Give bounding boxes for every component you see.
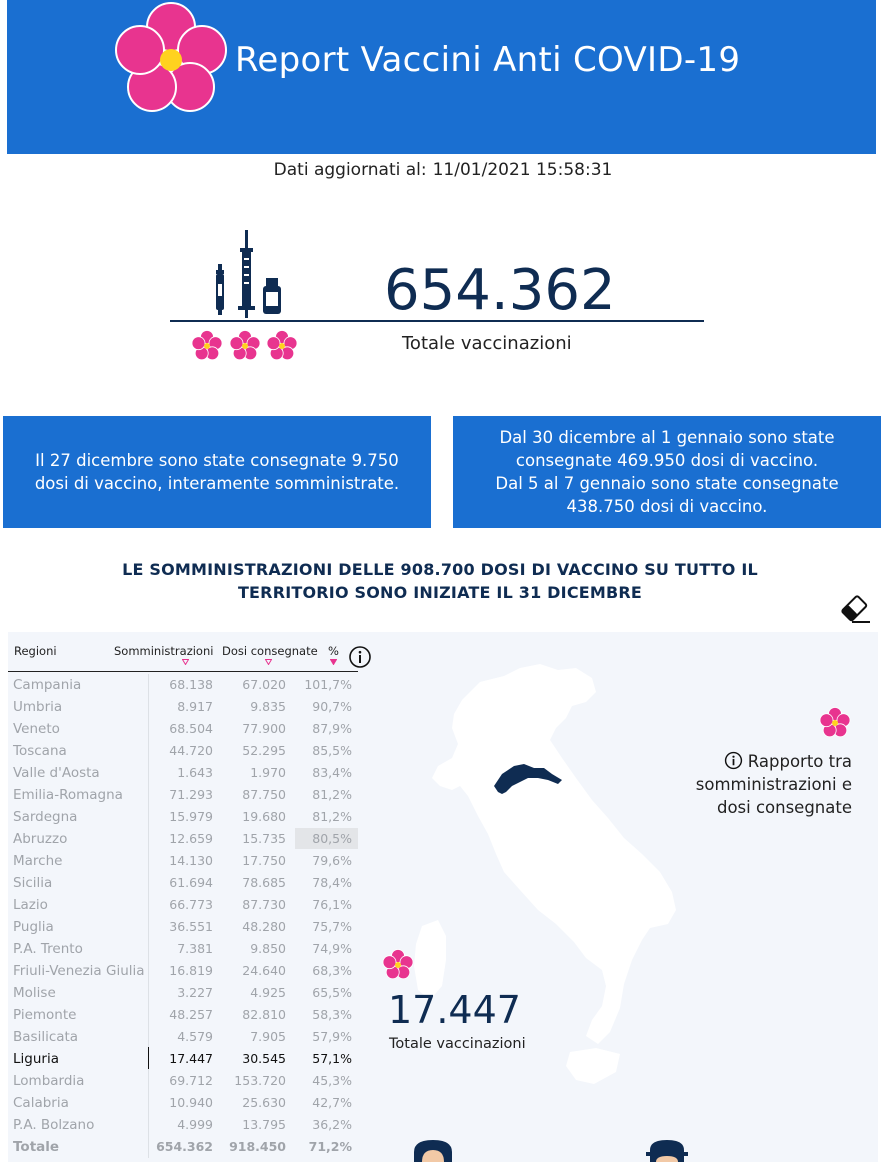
cell-administered: 71.293 (169, 787, 213, 802)
cell-region: Marche (13, 853, 63, 869)
table-row[interactable] (8, 828, 358, 850)
cell-delivered: 78.685 (242, 875, 286, 890)
cell-delivered: 67.020 (242, 677, 286, 692)
cell-percent: 75,7% (312, 919, 352, 934)
cell-region: Toscana (13, 743, 67, 759)
cell-delivered: 52.295 (242, 743, 286, 758)
cell-percent: 45,3% (312, 1073, 352, 1088)
info-box-january-delivery (453, 416, 881, 528)
cell-percent: 78,4% (312, 875, 352, 890)
table-row[interactable] (8, 1048, 358, 1070)
cell-administered: 8.917 (177, 699, 213, 714)
cell-percent: 85,5% (312, 743, 352, 758)
table-row[interactable] (8, 1026, 358, 1048)
table-row[interactable] (8, 850, 358, 872)
italy-map[interactable] (380, 640, 680, 1160)
page-title: Report Vaccini Anti COVID-19 (235, 40, 741, 80)
cell-region: Valle d'Aosta (13, 765, 100, 781)
cell-percent: 42,7% (312, 1095, 352, 1110)
cell-percent: 76,1% (312, 897, 352, 912)
info-icon[interactable] (724, 751, 743, 770)
cell-administered: 68.138 (169, 677, 213, 692)
cell-region: Piemonte (13, 1007, 77, 1023)
cell-administered: 14.130 (169, 853, 213, 868)
cell-administered: 654.362 (156, 1139, 213, 1154)
cell-delivered: 4.925 (250, 985, 286, 1000)
cell-delivered: 918.450 (229, 1139, 286, 1154)
table-row[interactable] (8, 784, 358, 806)
cell-percent: 87,9% (312, 721, 352, 736)
cell-delivered: 48.280 (242, 919, 286, 934)
total-vaccinations-number: 654.362 (384, 258, 616, 323)
region-table (8, 674, 358, 1158)
cell-administered: 61.694 (169, 875, 213, 890)
table-row[interactable] (8, 894, 358, 916)
header-banner (7, 0, 876, 154)
cell-delivered: 87.750 (242, 787, 286, 802)
table-total-row[interactable] (8, 1136, 358, 1158)
cell-region: Friuli-Venezia Giulia (13, 963, 145, 979)
cell-delivered: 1.970 (250, 765, 286, 780)
cell-administered: 17.447 (169, 1051, 213, 1066)
flower-icon (381, 948, 415, 982)
cell-administered: 3.227 (177, 985, 213, 1000)
cell-delivered: 13.795 (242, 1117, 286, 1132)
cell-region: Basilicata (13, 1029, 79, 1045)
cell-delivered: 153.720 (234, 1073, 286, 1088)
region-vaccinations-number: 17.447 (388, 988, 521, 1032)
column-header-delivered[interactable]: Dosi consegnate (222, 644, 318, 658)
cell-administered: 1.643 (177, 765, 213, 780)
table-row[interactable] (8, 740, 358, 762)
cell-region: Puglia (13, 919, 54, 935)
cell-region: Umbria (13, 699, 63, 715)
person-icon (640, 1138, 694, 1162)
cell-delivered: 77.900 (242, 721, 286, 736)
sort-arrow-icon[interactable] (182, 659, 189, 665)
cell-delivered: 9.850 (250, 941, 286, 956)
cell-delivered: 30.545 (242, 1051, 286, 1066)
last-updated-label: Dati aggiornati al: (273, 160, 427, 180)
cell-region: Calabria (13, 1095, 69, 1111)
last-updated-value: 11/01/2021 15:58:31 (432, 160, 613, 180)
cell-region: Campania (13, 677, 82, 693)
info-icon[interactable] (348, 645, 372, 669)
person-icon (406, 1138, 460, 1162)
section-title (60, 558, 820, 604)
primrose-flower-icon (105, 0, 235, 120)
cell-delivered: 24.640 (242, 963, 286, 978)
cell-region: Sardegna (13, 809, 78, 825)
cell-region: Molise (13, 985, 56, 1001)
table-row[interactable] (8, 1114, 358, 1136)
ratio-line1: Rapporto tra (747, 752, 852, 771)
cell-administered: 7.381 (177, 941, 213, 956)
cell-percent: 81,2% (312, 787, 352, 802)
cell-administered: 69.712 (169, 1073, 213, 1088)
cell-administered: 15.979 (169, 809, 213, 824)
cell-administered: 4.579 (177, 1029, 213, 1044)
cell-percent: 81,2% (312, 809, 352, 824)
flower-icon (818, 706, 852, 740)
cell-administered: 66.773 (169, 897, 213, 912)
region-vaccinations-label: Totale vaccinazioni (389, 1036, 526, 1052)
table-row[interactable] (8, 806, 358, 828)
last-updated (0, 160, 886, 180)
table-row[interactable] (8, 872, 358, 894)
cell-percent: 58,3% (312, 1007, 352, 1022)
column-header-administered[interactable]: Somministrazioni (114, 644, 214, 658)
table-row[interactable] (8, 718, 358, 740)
cell-administered: 68.504 (169, 721, 213, 736)
ratio-legend (680, 750, 852, 819)
cell-percent: 65,5% (312, 985, 352, 1000)
cell-percent: 90,7% (312, 699, 352, 714)
cell-region: Lombardia (13, 1073, 85, 1089)
cell-percent: 101,7% (304, 677, 352, 692)
sort-arrow-icon[interactable] (330, 659, 337, 665)
column-header-region[interactable]: Regioni (14, 644, 57, 658)
table-row[interactable] (8, 1004, 358, 1026)
cell-administered: 16.819 (169, 963, 213, 978)
table-row[interactable] (8, 938, 358, 960)
cell-delivered: 87.730 (242, 897, 286, 912)
ratio-line2: somministrazioni e (695, 775, 852, 794)
selected-row-marker (148, 1047, 149, 1069)
table-header (8, 640, 358, 672)
table-row[interactable] (8, 696, 358, 718)
cell-administered: 12.659 (169, 831, 213, 846)
cell-delivered: 25.630 (242, 1095, 286, 1110)
cell-percent: 74,9% (312, 941, 352, 956)
section-title-line1: LE SOMMINISTRAZIONI DELLE 908.700 DOSI DI VACCINO SU TUTTO IL (122, 560, 758, 579)
sort-arrow-icon[interactable] (265, 659, 272, 665)
table-row[interactable] (8, 762, 358, 784)
ratio-line3: dosi consegnate (716, 798, 852, 817)
cell-percent: 57,9% (312, 1029, 352, 1044)
cell-region: P.A. Trento (13, 941, 83, 957)
cell-percent: 57,1% (312, 1051, 352, 1066)
table-row[interactable] (8, 960, 358, 982)
cell-percent: 71,2% (308, 1139, 352, 1154)
cell-administered: 36.551 (169, 919, 213, 934)
cell-delivered: 15.735 (242, 831, 286, 846)
info-box-december-delivery (3, 416, 431, 528)
cell-percent: 79,6% (312, 853, 352, 868)
cell-delivered: 9.835 (250, 699, 286, 714)
table-row[interactable] (8, 1070, 358, 1092)
cell-delivered: 19.680 (242, 809, 286, 824)
cell-region: Abruzzo (13, 831, 68, 847)
cell-delivered: 17.750 (242, 853, 286, 868)
section-title-line2: TERRITORIO SONO INIZIATE IL 31 DICEMBRE (237, 583, 643, 602)
cell-percent: 36,2% (312, 1117, 352, 1132)
cell-region: Sicilia (13, 875, 53, 891)
cell-percent: 83,4% (312, 765, 352, 780)
cell-region: Veneto (13, 721, 60, 737)
cell-region: Totale (13, 1139, 60, 1155)
table-row[interactable] (8, 916, 358, 938)
total-vaccinations-label: Totale vaccinazioni (402, 333, 572, 354)
cell-region: P.A. Bolzano (13, 1117, 95, 1133)
column-header-percent[interactable]: % (328, 644, 339, 658)
flower-row-icon (190, 328, 302, 364)
cell-delivered: 7.905 (250, 1029, 286, 1044)
cell-region: Liguria (13, 1051, 59, 1067)
cell-administered: 48.257 (169, 1007, 213, 1022)
cell-delivered: 82.810 (242, 1007, 286, 1022)
table-row[interactable] (8, 982, 358, 1004)
cell-region: Emilia-Romagna (13, 787, 123, 803)
eraser-icon[interactable] (838, 592, 872, 626)
cell-administered: 44.720 (169, 743, 213, 758)
cell-percent: 68,3% (312, 963, 352, 978)
info-box-right-line2: Dal 5 al 7 gennaio sono state consegnate 438.750 dosi di vaccino. (495, 474, 839, 516)
cell-administered: 10.940 (169, 1095, 213, 1110)
table-row[interactable] (8, 674, 358, 696)
table-row[interactable] (8, 1092, 358, 1114)
cell-administered: 4.999 (177, 1117, 213, 1132)
cell-percent: 80,5% (295, 828, 358, 849)
info-box-right-line1: Dal 30 dicembre al 1 gennaio sono state consegnate 469.950 dosi di vaccino. (499, 428, 835, 470)
info-box-left-text: Il 27 dicembre sono state consegnate 9.750 dosi di vaccino, interamente somministrate. (34, 451, 400, 493)
vaccine-vials-icon (212, 228, 284, 320)
cell-region: Lazio (13, 897, 48, 913)
